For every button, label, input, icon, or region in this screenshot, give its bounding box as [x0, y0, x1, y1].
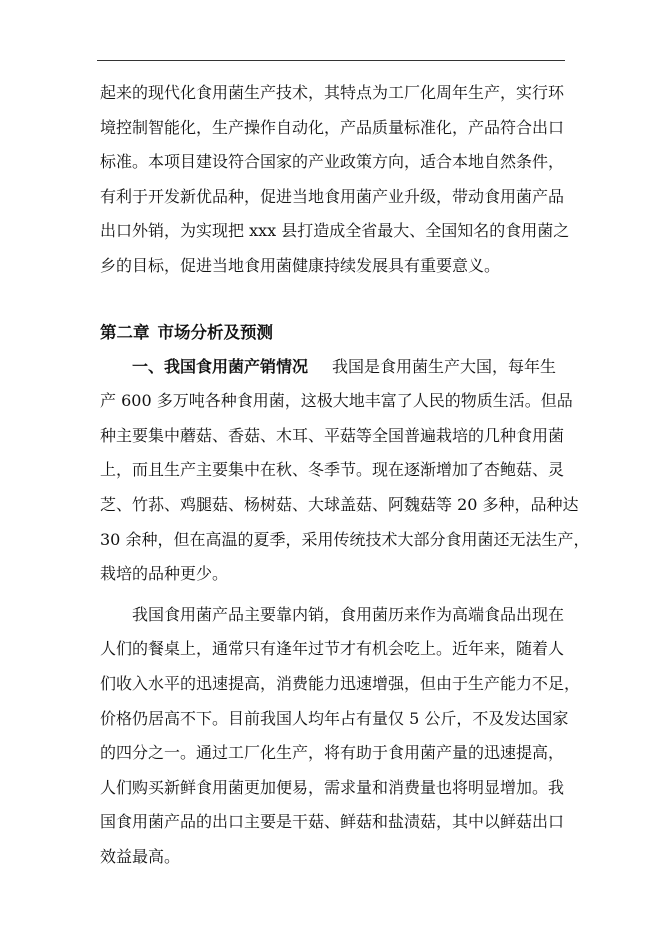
section-market-overview — [100, 350, 590, 592]
text-line: 人们的餐桌上，通常只有逢年过节才有机会吃上。近年来，随着人 — [100, 639, 565, 659]
text-line: 国食用菌产品的出口主要是干菇、鲜菇和盐渍菇，其中以鲜菇出口 — [100, 812, 565, 832]
text-line: 的四分之一。通过工厂化生产，将有助于食用菌产量的迅速提高， — [100, 743, 565, 763]
text-line: 我国食用菌产品主要靠内销，食用菌历来作为高端食品出现在 — [132, 604, 565, 624]
text-line: 效益最高。 — [100, 846, 181, 866]
text-line: 产 600 多万吨各种食用菌，这极大地丰富了人民的物质生活。但品 — [100, 391, 573, 411]
text-line: 价格仍居高不下。目前我国人均年占有量仅 5 公斤，不及发达国家 — [100, 708, 569, 728]
chapter-title: 市场分析及预测 — [157, 322, 273, 342]
text-line: 上，而且生产主要集中在秋、冬季节。现在逐渐增加了杏鲍菇、灵 — [100, 460, 565, 480]
text-line: 我国是食用菌生产大国，每年生 — [332, 356, 557, 376]
section-heading: 一、我国食用菌产销情况 — [132, 356, 309, 376]
chapter-number: 第二章 — [100, 322, 150, 342]
text-line: 起来的现代化食用菌生产技术，其特点为工厂化周年生产，实行环 — [100, 83, 565, 102]
text-line: 境控制智能化，生产操作自动化，产品质量标准化，产品符合出口 — [100, 117, 565, 137]
text-line: 乡的目标，促进当地食用菌健康持续发展具有重要意义。 — [100, 255, 501, 275]
text-line: 出口外销，为实现把 xxx 县打造成全省最大、全国知名的食用菌之 — [100, 221, 570, 241]
paragraph-intro-continued — [100, 76, 570, 284]
text-line: 们收入水平的迅速提高，消费能力迅速增强，但由于生产能力不足， — [100, 673, 581, 693]
header-rule — [97, 60, 565, 61]
text-line: 有利于开发新优品种，促进当地食用菌产业升级，带动食用菌产品 — [100, 186, 565, 206]
document-body — [100, 76, 590, 874]
text-line: 种主要集中蘑菇、香菇、木耳、平菇等全国普遍栽培的几种食用菌 — [100, 425, 565, 445]
text-line: 芝、竹荪、鸡腿菇、杨树菇、大球盖菇、阿魏菇等 20 多种，品种达 — [100, 494, 579, 514]
text-line: 30 余种，但在高温的夏季，采用传统技术大部分食用菌还无法生产， — [100, 529, 590, 549]
section-first-line — [100, 350, 566, 385]
chapter-heading — [100, 316, 566, 350]
text-line: 人们购买新鲜食用菌更加便易，需求量和消费量也将明显增加。我 — [100, 777, 565, 797]
text-line: 栽培的品种更少。 — [100, 564, 229, 584]
text-line: 标准。本项目建设符合国家的产业政策方向，适合本地自然条件， — [100, 152, 565, 172]
paragraph-domestic-sales — [100, 598, 581, 875]
